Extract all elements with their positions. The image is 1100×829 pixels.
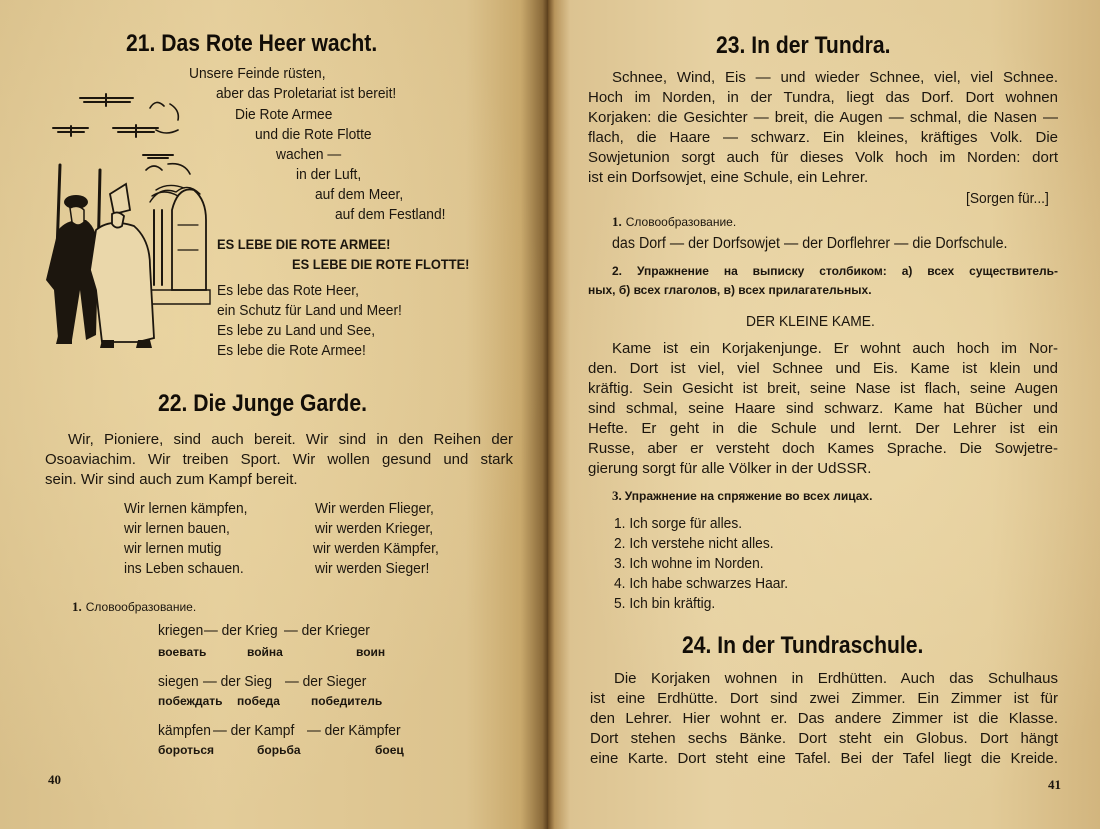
word-noun: — der Kampf — [213, 722, 295, 739]
exercise-text: Упражнение на выписку столбиком: а) всех существитель- — [636, 264, 1058, 278]
paragraph-line: den. Dort ist viel, viel Schnee und Eis. Kame ist klein und — [588, 360, 1058, 377]
verse-line: aber das Proletariat ist bereit! — [216, 85, 397, 102]
plane-icon — [80, 94, 133, 106]
exercise-title: Словообразование. — [85, 600, 197, 614]
paragraph-line: ist eine Erdhütte. Dort sind zwei Zimmer. Ein Zimmer ist für — [590, 690, 1058, 707]
poem-line: Wir lernen kämpfen, — [124, 500, 248, 517]
plane-icon — [53, 126, 88, 136]
paragraph-line: sind schmal, seine Haare sind schwarz. Kame hat Bücher und — [588, 400, 1058, 417]
verse-line: wachen — — [276, 146, 342, 163]
exercise-2-line — [588, 262, 1058, 281]
poem-line: wir werden Krieger, — [315, 520, 434, 537]
paragraph-line: Russe, aber er versteht doch Kames Sprache. Die Sowjetre- — [588, 440, 1058, 457]
word-verb: siegen — [158, 673, 199, 690]
paragraph-line: Osoaviachim. Wir treiben Sport. Wir wollen gesund und stark — [45, 451, 513, 468]
list-item: 4. Ich habe schwarzes Haar. — [614, 575, 789, 592]
word-translation: война — [247, 645, 283, 659]
exercise-number: 2. — [612, 264, 623, 278]
list-item: 3. Ich wohne im Norden. — [614, 555, 764, 572]
poem-line: ins Leben schauen. — [124, 560, 244, 577]
word-agent: — der Krieger — [284, 622, 370, 639]
verse-line: in der Luft, — [296, 166, 362, 183]
exercise-2 — [588, 262, 1058, 300]
right-page — [548, 0, 1100, 829]
verse-line: und die Rote Flotte — [255, 126, 372, 143]
poem-line: Wir werden Flieger, — [315, 500, 434, 517]
word-translation: воевать — [158, 645, 207, 659]
paragraph-line: Hefte. Er geht in die Schule und lernt. Der Lehrer ist ein — [588, 420, 1058, 437]
paragraph-line: Die Korjaken wohnen in Erdhütten. Auch das Schulhaus — [614, 670, 1058, 687]
paragraph-line: den Lehrer. Hier wohnt er. Das andere Zimmer ist die Klasse. — [590, 710, 1058, 727]
word-agent: — der Kämpfer — [307, 722, 401, 739]
word-translation: боец — [375, 743, 404, 757]
poem-line: wir lernen bauen, — [124, 520, 230, 537]
paragraph-line: Kame ist ein Korjakenjunge. Er wohnt auch hoch im Nor- — [612, 340, 1058, 357]
section-24-title: 24. In der Tundraschule. — [682, 632, 924, 659]
paragraph-line: Schnee, Wind, Eis — und wieder Schnee, viel, viel Schnee. — [612, 69, 1058, 86]
plane-icon — [143, 155, 173, 158]
song-line: ein Schutz für Land und Meer! — [217, 302, 402, 319]
exercise-number: 3. — [612, 488, 622, 503]
section-24-paragraph — [590, 669, 1058, 769]
song-line: Es lebe die Rote Armee! — [217, 342, 366, 359]
word-translation: победа — [237, 694, 280, 708]
exercise-3-heading — [612, 488, 872, 504]
soldier-sailor-illustration — [38, 90, 216, 355]
slogan-red-fleet: ES LEBE DIE ROTE FLOTTE! — [292, 256, 470, 272]
section-22-paragraph — [45, 430, 513, 490]
exercise-number: 1. — [72, 599, 82, 614]
slogan-red-army: ES LEBE DIE ROTE ARMEE! — [217, 236, 391, 252]
paragraph-line: kräftig. Sein Gesicht ist breit, seine Nase ist flach, seine Augen — [588, 380, 1058, 397]
word-agent: — der Sieger — [285, 673, 367, 690]
paragraph-line: Hoch im Norden, in der Tundra, liegt das Dorf. Dort wohnen — [588, 89, 1058, 106]
word-verb: kämpfen — [158, 722, 211, 739]
page-number: 41 — [1048, 777, 1061, 792]
word-noun: — der Krieg — [204, 622, 278, 639]
word-translation: победитель — [311, 694, 383, 708]
section-21-title: 21. Das Rote Heer wacht. — [126, 30, 378, 57]
word-translation: воин — [356, 645, 386, 659]
exercise-2-line: ных, б) всех глаголов, в) всех прилагательных. — [588, 283, 872, 297]
word-translation: борьба — [257, 743, 301, 757]
verse-line: auf dem Festland! — [335, 206, 446, 223]
left-page — [0, 0, 548, 829]
story-paragraph — [588, 339, 1058, 479]
paragraph-line: Sowjetunion sorgt auch für dieses Volk hoch im Norden: dort — [588, 149, 1058, 166]
list-item: 2. Ich verstehe nicht alles. — [614, 535, 774, 552]
poem-line: wir lernen mutig — [124, 540, 222, 557]
paragraph-line: Wir, Pioniere, sind auch bereit. Wir sind in den Reihen der — [68, 431, 513, 448]
song-line: Es lebe zu Land und See, — [217, 322, 376, 339]
exercise-1-heading — [72, 598, 196, 616]
poem-line: wir werden Sieger! — [315, 560, 430, 577]
section-23-paragraph — [588, 68, 1058, 188]
paragraph-line: sein. Wir sind auch zum Kampf bereit. — [45, 471, 298, 488]
list-item: 5. Ich bin kräftig. — [614, 595, 716, 612]
paragraph-line: Dort stehen sechs Bänke. Dort steht ein Globus. Dort hängt — [590, 730, 1058, 747]
verse-line: auf dem Meer, — [315, 186, 404, 203]
verse-line: Unsere Feinde rüsten, — [189, 65, 326, 82]
verse-line: Die Rote Armee — [235, 106, 333, 123]
section-22-title: 22. Die Junge Garde. — [158, 390, 367, 417]
word-translation: побеждать — [158, 694, 223, 708]
list-item: 1. Ich sorge für alles. — [614, 515, 743, 532]
poem-line: wir werden Kämpfer, — [313, 540, 439, 557]
song-line: Es lebe das Rote Heer, — [217, 282, 359, 299]
word-translation: бороться — [158, 743, 215, 757]
paragraph-line: Korjaken: die Gesichter — breit, die Augen — schmal, die Nasen — — [588, 109, 1058, 126]
exercise-title: Упражнение на спряжение во всех лицах. — [624, 489, 873, 503]
vocabulary-note: [Sorgen für...] — [966, 190, 1049, 207]
word-noun: — der Sieg — [203, 673, 273, 690]
exercise-title: Словообразование. — [625, 215, 737, 229]
exercise-number: 1. — [612, 214, 622, 229]
page-number: 40 — [48, 772, 61, 787]
plane-icon — [113, 125, 158, 137]
section-23-title: 23. In der Tundra. — [716, 32, 891, 59]
word-formation-line: das Dorf — der Dorfsowjet — der Dorflehrer — die Dorfschule. — [612, 235, 1008, 252]
paragraph-line: ist ein Dorfsowjet, eine Schule, ein Lehrer. — [588, 169, 869, 186]
paragraph-line: gierung sorgt für alle Völker in der UdSSR. — [588, 460, 872, 477]
paragraph-line: eine Karte. Dort steht eine Tafel. Bei der Tafel liegt die Kreide. — [590, 750, 1058, 767]
story-title: DER KLEINE KAME. — [746, 313, 875, 330]
paragraph-line: flach, die Haare — schwarz. Ein kleines, kräftiges Volk. Die — [588, 129, 1058, 146]
word-verb: kriegen — [158, 622, 204, 639]
exercise-1-heading — [612, 213, 736, 231]
